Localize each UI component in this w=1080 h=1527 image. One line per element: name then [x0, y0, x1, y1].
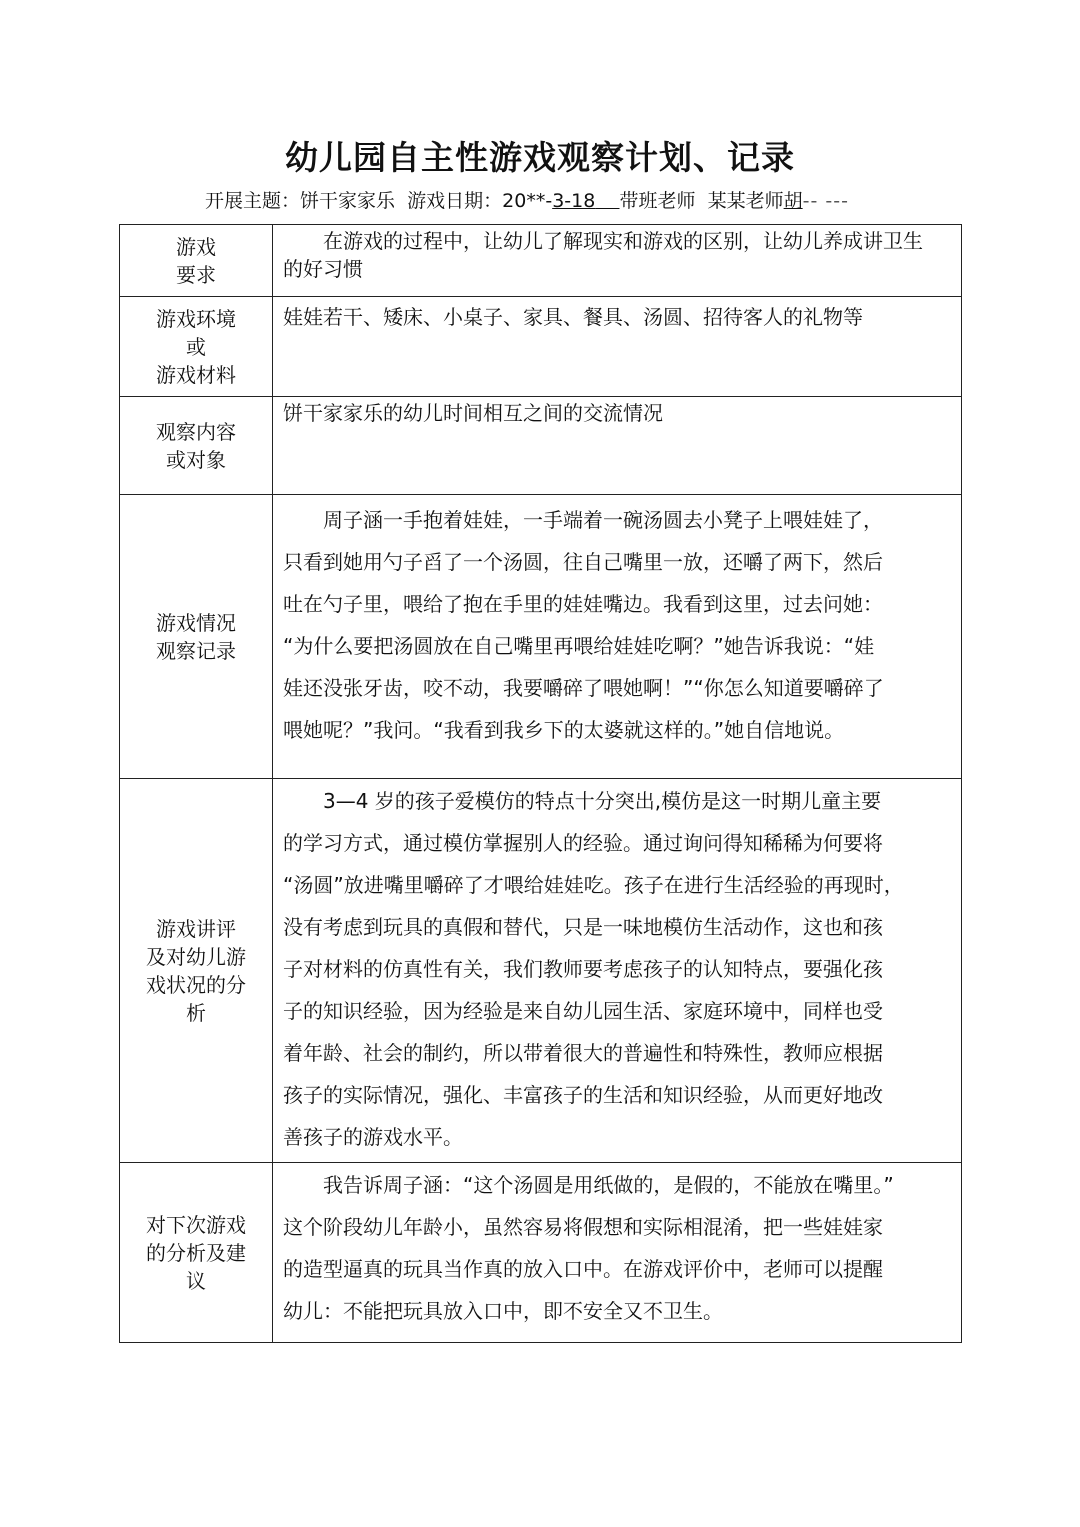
row-label-evaluation: [120, 779, 273, 1163]
row-content-next-suggestions: [273, 1163, 962, 1343]
theme-label: 开展主题：: [205, 190, 301, 212]
content-line: 喂她呢？”我问。“我看到我乡下的太婆就这样的。”她自信地说。: [283, 718, 845, 742]
content-line: 在游戏的过程中，让幼儿了解现实和游戏的区别，让幼儿养成讲卫生: [323, 229, 923, 253]
trailing-marks: -- ---: [802, 190, 849, 212]
date-value-text: 3-18: [552, 190, 596, 212]
table-row: [120, 495, 962, 779]
content-line: 子对材料的仿真性有关，我们教师要考虑孩子的认知特点，要强化孩: [283, 957, 883, 981]
content-line: 娃还没张牙齿，咬不动，我要嚼碎了喂她啊！”“你怎么知道要嚼碎了: [283, 676, 884, 700]
label-line: 要求: [176, 262, 216, 287]
content-line: 着年龄、社会的制约，所以带着很大的普遍性和特殊性，教师应根据: [283, 1041, 883, 1065]
content-line: “汤圆”放进嘴里嚼碎了才喂给娃娃吃。孩子在进行生活经验的再现时，: [283, 873, 904, 897]
content-line: 周子涵一手抱着娃娃，一手端着一碗汤圆去小凳子上喂娃娃了，: [323, 508, 883, 532]
row-content-requirements: [273, 225, 962, 297]
content-line: 只看到她用勺子舀了一个汤圆，往自己嘴里一放，还嚼了两下，然后: [283, 550, 883, 574]
label-line: 及对幼儿游: [146, 944, 246, 969]
document-title: 幼儿园自主性游戏观察计划、记录: [285, 138, 795, 177]
date-value: [552, 190, 619, 212]
table-row: [120, 297, 962, 397]
date-prefix: 20**-: [502, 190, 553, 212]
label-line: 或对象: [166, 447, 226, 472]
row-content-materials: [273, 297, 962, 397]
label-line: 游戏环境: [156, 306, 236, 331]
label-line: 游戏讲评: [156, 916, 236, 941]
observation-table: [119, 224, 962, 1343]
row-label-observation-target: [120, 397, 273, 495]
content-line: 娃娃若干、矮床、小桌子、家具、餐具、汤圆、招待客人的礼物等: [283, 305, 863, 329]
content-line: 没有考虑到玩具的真假和替代，只是一味地模仿生活动作，这也和孩: [283, 915, 883, 939]
label-line: 对下次游戏: [146, 1212, 246, 1237]
row-content-observation-record: [273, 495, 962, 779]
row-content-evaluation: [273, 779, 962, 1163]
content-line: 我告诉周子涵：“这个汤圆是用纸做的，是假的，不能放在嘴里。”: [323, 1173, 894, 1197]
content-line: 子的知识经验，因为经验是来自幼儿园生活、家庭环境中，同样也受: [283, 999, 883, 1023]
meta-line: [205, 186, 1065, 216]
content-line: 饼干家家乐的幼儿时间相互之间的交流情况: [283, 401, 663, 425]
row-label-requirements: [120, 225, 273, 297]
label-line: 游戏: [176, 234, 216, 259]
content-line: 的好习惯: [283, 257, 363, 281]
content-line: 孩子的实际情况，强化、丰富孩子的生活和知识经验，从而更好地改: [283, 1083, 883, 1107]
label-line: 游戏材料: [156, 362, 236, 387]
row-label-next-suggestions: [120, 1163, 273, 1343]
content-line: 这个阶段幼儿年龄小，虽然容易将假想和实际相混淆，把一些娃娃家: [283, 1215, 883, 1239]
theme-value: 饼干家家乐: [300, 190, 396, 212]
label-line: 观察内容: [156, 419, 236, 444]
teacher-tail: 胡: [783, 190, 803, 212]
teacher-value: 某某老师: [707, 190, 784, 212]
content-line: 善孩子的游戏水平。: [283, 1125, 463, 1149]
content-line: 幼儿：不能把玩具放入口中，即不安全又不卫生。: [283, 1299, 723, 1323]
table-row: [120, 1163, 962, 1343]
row-content-observation-target: [273, 397, 962, 495]
table-row: [120, 397, 962, 495]
label-line: 的分析及建: [146, 1240, 246, 1265]
label-line: 戏状况的分: [146, 972, 246, 997]
date-label: 游戏日期：: [407, 190, 503, 212]
content-line: 3—4 岁的孩子爱模仿的特点十分突出,模仿是这一时期儿童主要: [323, 789, 882, 813]
row-label-observation-record: [120, 495, 273, 779]
teacher-label: 带班老师: [619, 190, 696, 212]
label-line: 或: [186, 334, 206, 359]
label-line: 游戏情况: [156, 610, 236, 635]
label-line: 观察记录: [156, 638, 236, 663]
table-row: [120, 779, 962, 1163]
table-row: [120, 225, 962, 297]
content-line: 吐在勺子里，喂给了抱在手里的娃娃嘴边。我看到这里，过去问她：: [283, 592, 883, 616]
content-line: 的造型逼真的玩具当作真的放入口中。在游戏评价中，老师可以提醒: [283, 1257, 883, 1281]
label-line: 析: [186, 1000, 206, 1025]
content-line: “为什么要把汤圆放在自己嘴里再喂给娃娃吃啊？”她告诉我说：“娃: [283, 634, 875, 658]
row-label-materials: [120, 297, 273, 397]
label-line: 议: [186, 1268, 206, 1293]
content-line: 的学习方式，通过模仿掌握别人的经验。通过询问得知稀稀为何要将: [283, 831, 883, 855]
